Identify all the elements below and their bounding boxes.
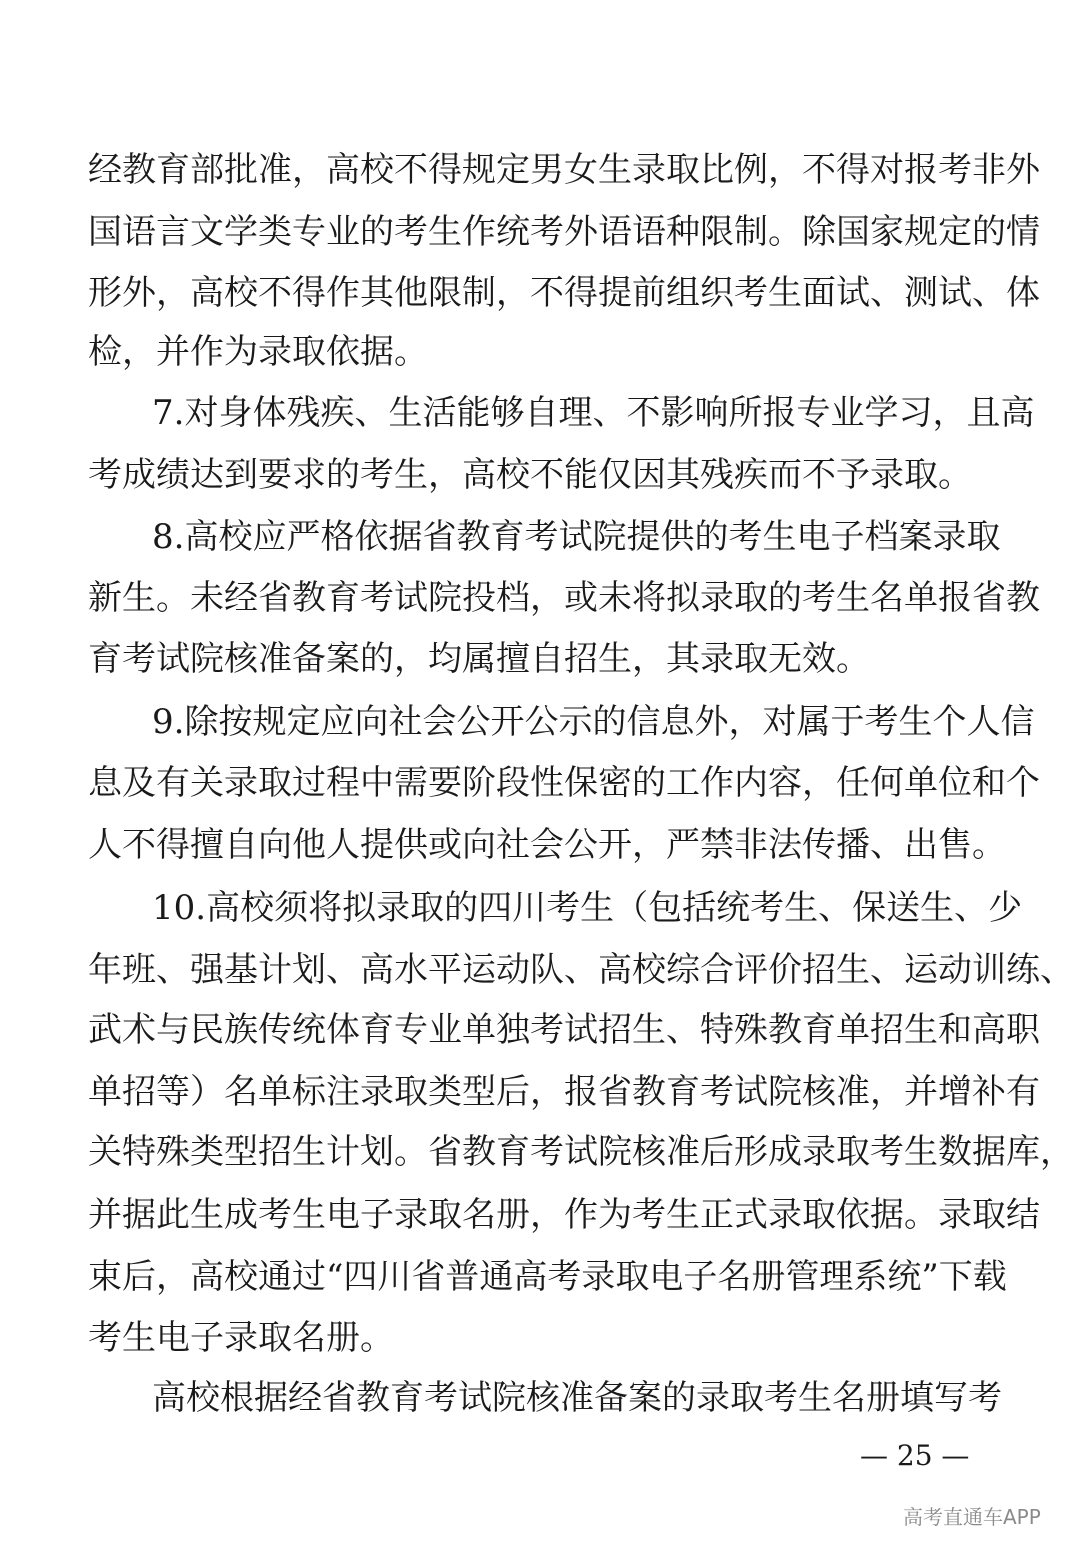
paragraph-8-start: 8.高校应严格依据省教育考试院提供的考生电子档案录取 (152, 517, 1001, 557)
text-line: 武术与民族传统体育专业单独考试招生、特殊教育单招生和高职 (88, 1010, 1040, 1050)
text-line: 单招等）名单标注录取类型后，报省教育考试院核准，并增补有 (88, 1072, 1040, 1112)
text-line: 检，并作为录取依据。 (88, 332, 428, 372)
watermark: 高考直通车APP (903, 1505, 1041, 1529)
text-line: 国语言文学类专业的考生作统考外语语种限制。除国家规定的情 (88, 212, 1040, 252)
text-line: 育考试院核准备案的，均属擅自招生，其录取无效。 (88, 639, 870, 679)
paragraph-start: 高校根据经省教育考试院核准备案的录取考生名册填写考 (152, 1378, 1002, 1418)
text-line: 并据此生成考生电子录取名册，作为考生正式录取依据。录取结 (88, 1195, 1040, 1235)
page-number: — 25 — (860, 1439, 970, 1472)
text-line: 考生电子录取名册。 (88, 1318, 394, 1358)
text-line: 束后，高校通过“四川省普通高考录取电子名册管理系统”下载 (88, 1257, 1007, 1297)
paragraph-7-start: 7.对身体残疾、生活能够自理、不影响所报专业学习，且高 (152, 393, 1035, 433)
paragraph-10-start: 10.高校须将拟录取的四川考生（包括统考生、保送生、少 (152, 888, 1023, 928)
text-line: 考成绩达到要求的考生，高校不能仅因其残疾而不予录取。 (88, 455, 972, 495)
text-line: 经教育部批准，高校不得规定男女生录取比例，不得对报考非外 (88, 150, 1040, 190)
text-line: 息及有关录取过程中需要阶段性保密的工作内容，任何单位和个 (88, 763, 1040, 803)
text-line: 关特殊类型招生计划。省教育考试院核准后形成录取考生数据库， (88, 1132, 1074, 1172)
text-line: 人不得擅自向他人提供或向社会公开，严禁非法传播、出售。 (88, 825, 1006, 865)
text-line: 形外，高校不得作其他限制，不得提前组织考生面试、测试、体 (88, 273, 1040, 313)
text-line: 年班、强基计划、高水平运动队、高校综合评价招生、运动训练、 (88, 950, 1074, 990)
text-line: 新生。未经省教育考试院投档，或未将拟录取的考生名单报省教 (88, 578, 1040, 618)
paragraph-9-start: 9.除按规定应向社会公开公示的信息外，对属于考生个人信 (152, 702, 1035, 742)
